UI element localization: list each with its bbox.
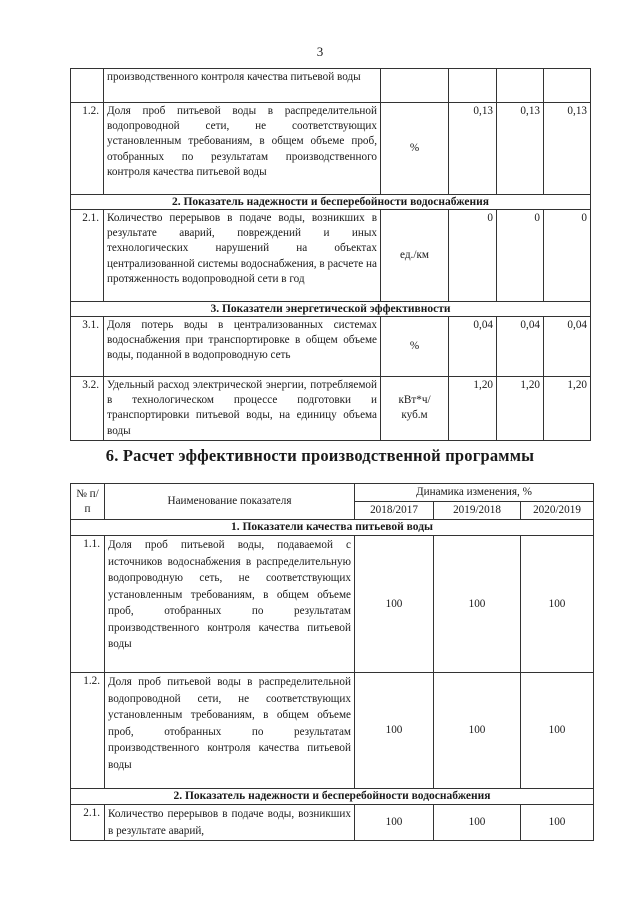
value-cell [449, 69, 497, 103]
table-row [71, 317, 591, 377]
indicators-table [70, 68, 591, 441]
value-cell: 0 [497, 210, 544, 302]
section-row [71, 789, 594, 805]
unit-cell: % [381, 103, 449, 195]
table-row [71, 69, 591, 103]
value-cell: 100 [521, 673, 594, 789]
value-cell: 100 [355, 805, 434, 841]
header-dynamics: Динамика изменения, % [355, 484, 594, 502]
value-cell [497, 69, 544, 103]
table-row [71, 536, 594, 673]
section-heading: 2. Показатель надежности и бесперебойности водоснабжения [71, 195, 591, 210]
row-number: 1.2. [71, 103, 104, 195]
value-cell: 100 [434, 536, 521, 673]
indicator-description: Доля проб питьевой воды, подаваемой с источников водоснабжения в распределительную водопроводную сеть, не соответствующих установленным требованиям, в общем объеме проб, отобранных по результатам производственного контроля качества питьевой воды [105, 536, 355, 673]
value-cell: 0,13 [497, 103, 544, 195]
value-cell: 100 [521, 536, 594, 673]
section-heading: 2. Показатель надежности и бесперебойности водоснабжения [71, 789, 594, 805]
page-number: 3 [316, 44, 324, 59]
table-row [71, 673, 594, 789]
header-year: 2019/2018 [434, 502, 521, 520]
indicator-description: Количество перерывов в подаче воды, возникших в результате аварий, повреждений и иных технологических нарушений на объектах централизованной системы водоснабжения, в расчете на протяженность водопроводной сети в год [104, 210, 381, 302]
indicator-description: Доля потерь воды в централизованных системах водоснабжения при транспортировке в общем объеме воды, поданной в водопроводную сеть [104, 317, 381, 377]
value-cell: 0,13 [544, 103, 591, 195]
section-row [71, 520, 594, 536]
section-row [71, 302, 591, 317]
header-row [71, 484, 594, 502]
value-cell: 1,20 [544, 377, 591, 441]
indicator-description: Доля проб питьевой воды в распределительной водопроводной сети, не соответствующих установленным требованиям, в общем объеме проб, отобранных по результатам производственного контроля качества питьевой воды [105, 673, 355, 789]
value-cell: 0,04 [497, 317, 544, 377]
value-cell: 100 [434, 805, 521, 841]
indicator-description: Количество перерывов в подаче воды, возникших в результате аварий, [105, 805, 355, 841]
value-cell: 1,20 [497, 377, 544, 441]
value-cell: 100 [355, 673, 434, 789]
row-number: 2.1. [71, 210, 104, 302]
indicator-description: Доля проб питьевой воды в распределительной водопроводной сети, не соответствующих установленным требованиям, в общем объеме проб, отобранных по результатам производственного контроля качества питьевой воды [104, 103, 381, 195]
indicator-description: производственного контроля качества питьевой воды [104, 69, 381, 103]
section-heading: 1. Показатели качества питьевой воды [71, 520, 594, 536]
header-number: № п/п [71, 484, 105, 520]
row-number: 3.1. [71, 317, 104, 377]
unit-cell: % [381, 317, 449, 377]
efficiency-table [70, 483, 594, 841]
unit-cell [381, 69, 449, 103]
unit-cell: ед./км [381, 210, 449, 302]
row-number [71, 69, 104, 103]
header-year: 2020/2019 [521, 502, 594, 520]
value-cell: 0 [449, 210, 497, 302]
value-cell [544, 69, 591, 103]
header-name: Наименование показателя [105, 484, 355, 520]
table-row [71, 805, 594, 841]
section-heading: 3. Показатели энергетической эффективности [71, 302, 591, 317]
value-cell: 100 [434, 673, 521, 789]
header-year: 2018/2017 [355, 502, 434, 520]
value-cell: 0,04 [449, 317, 497, 377]
section-row [71, 195, 591, 210]
section-title: 6. Расчет эффективности производственной программы [105, 446, 535, 465]
value-cell: 0,13 [449, 103, 497, 195]
value-cell: 100 [355, 536, 434, 673]
row-number: 1.2. [71, 673, 105, 789]
row-number: 2.1. [71, 805, 105, 841]
table-row [71, 210, 591, 302]
row-number: 3.2. [71, 377, 104, 441]
table-row [71, 377, 591, 441]
indicator-description: Удельный расход электрической энергии, потребляемой в технологическом процессе подготовки и транспортировки питьевой воды, на единицу объема воды [104, 377, 381, 441]
value-cell: 0,04 [544, 317, 591, 377]
table-row [71, 103, 591, 195]
value-cell: 0 [544, 210, 591, 302]
row-number: 1.1. [71, 536, 105, 673]
value-cell: 100 [521, 805, 594, 841]
unit-cell: кВт*ч/ куб.м [381, 377, 449, 441]
value-cell: 1,20 [449, 377, 497, 441]
